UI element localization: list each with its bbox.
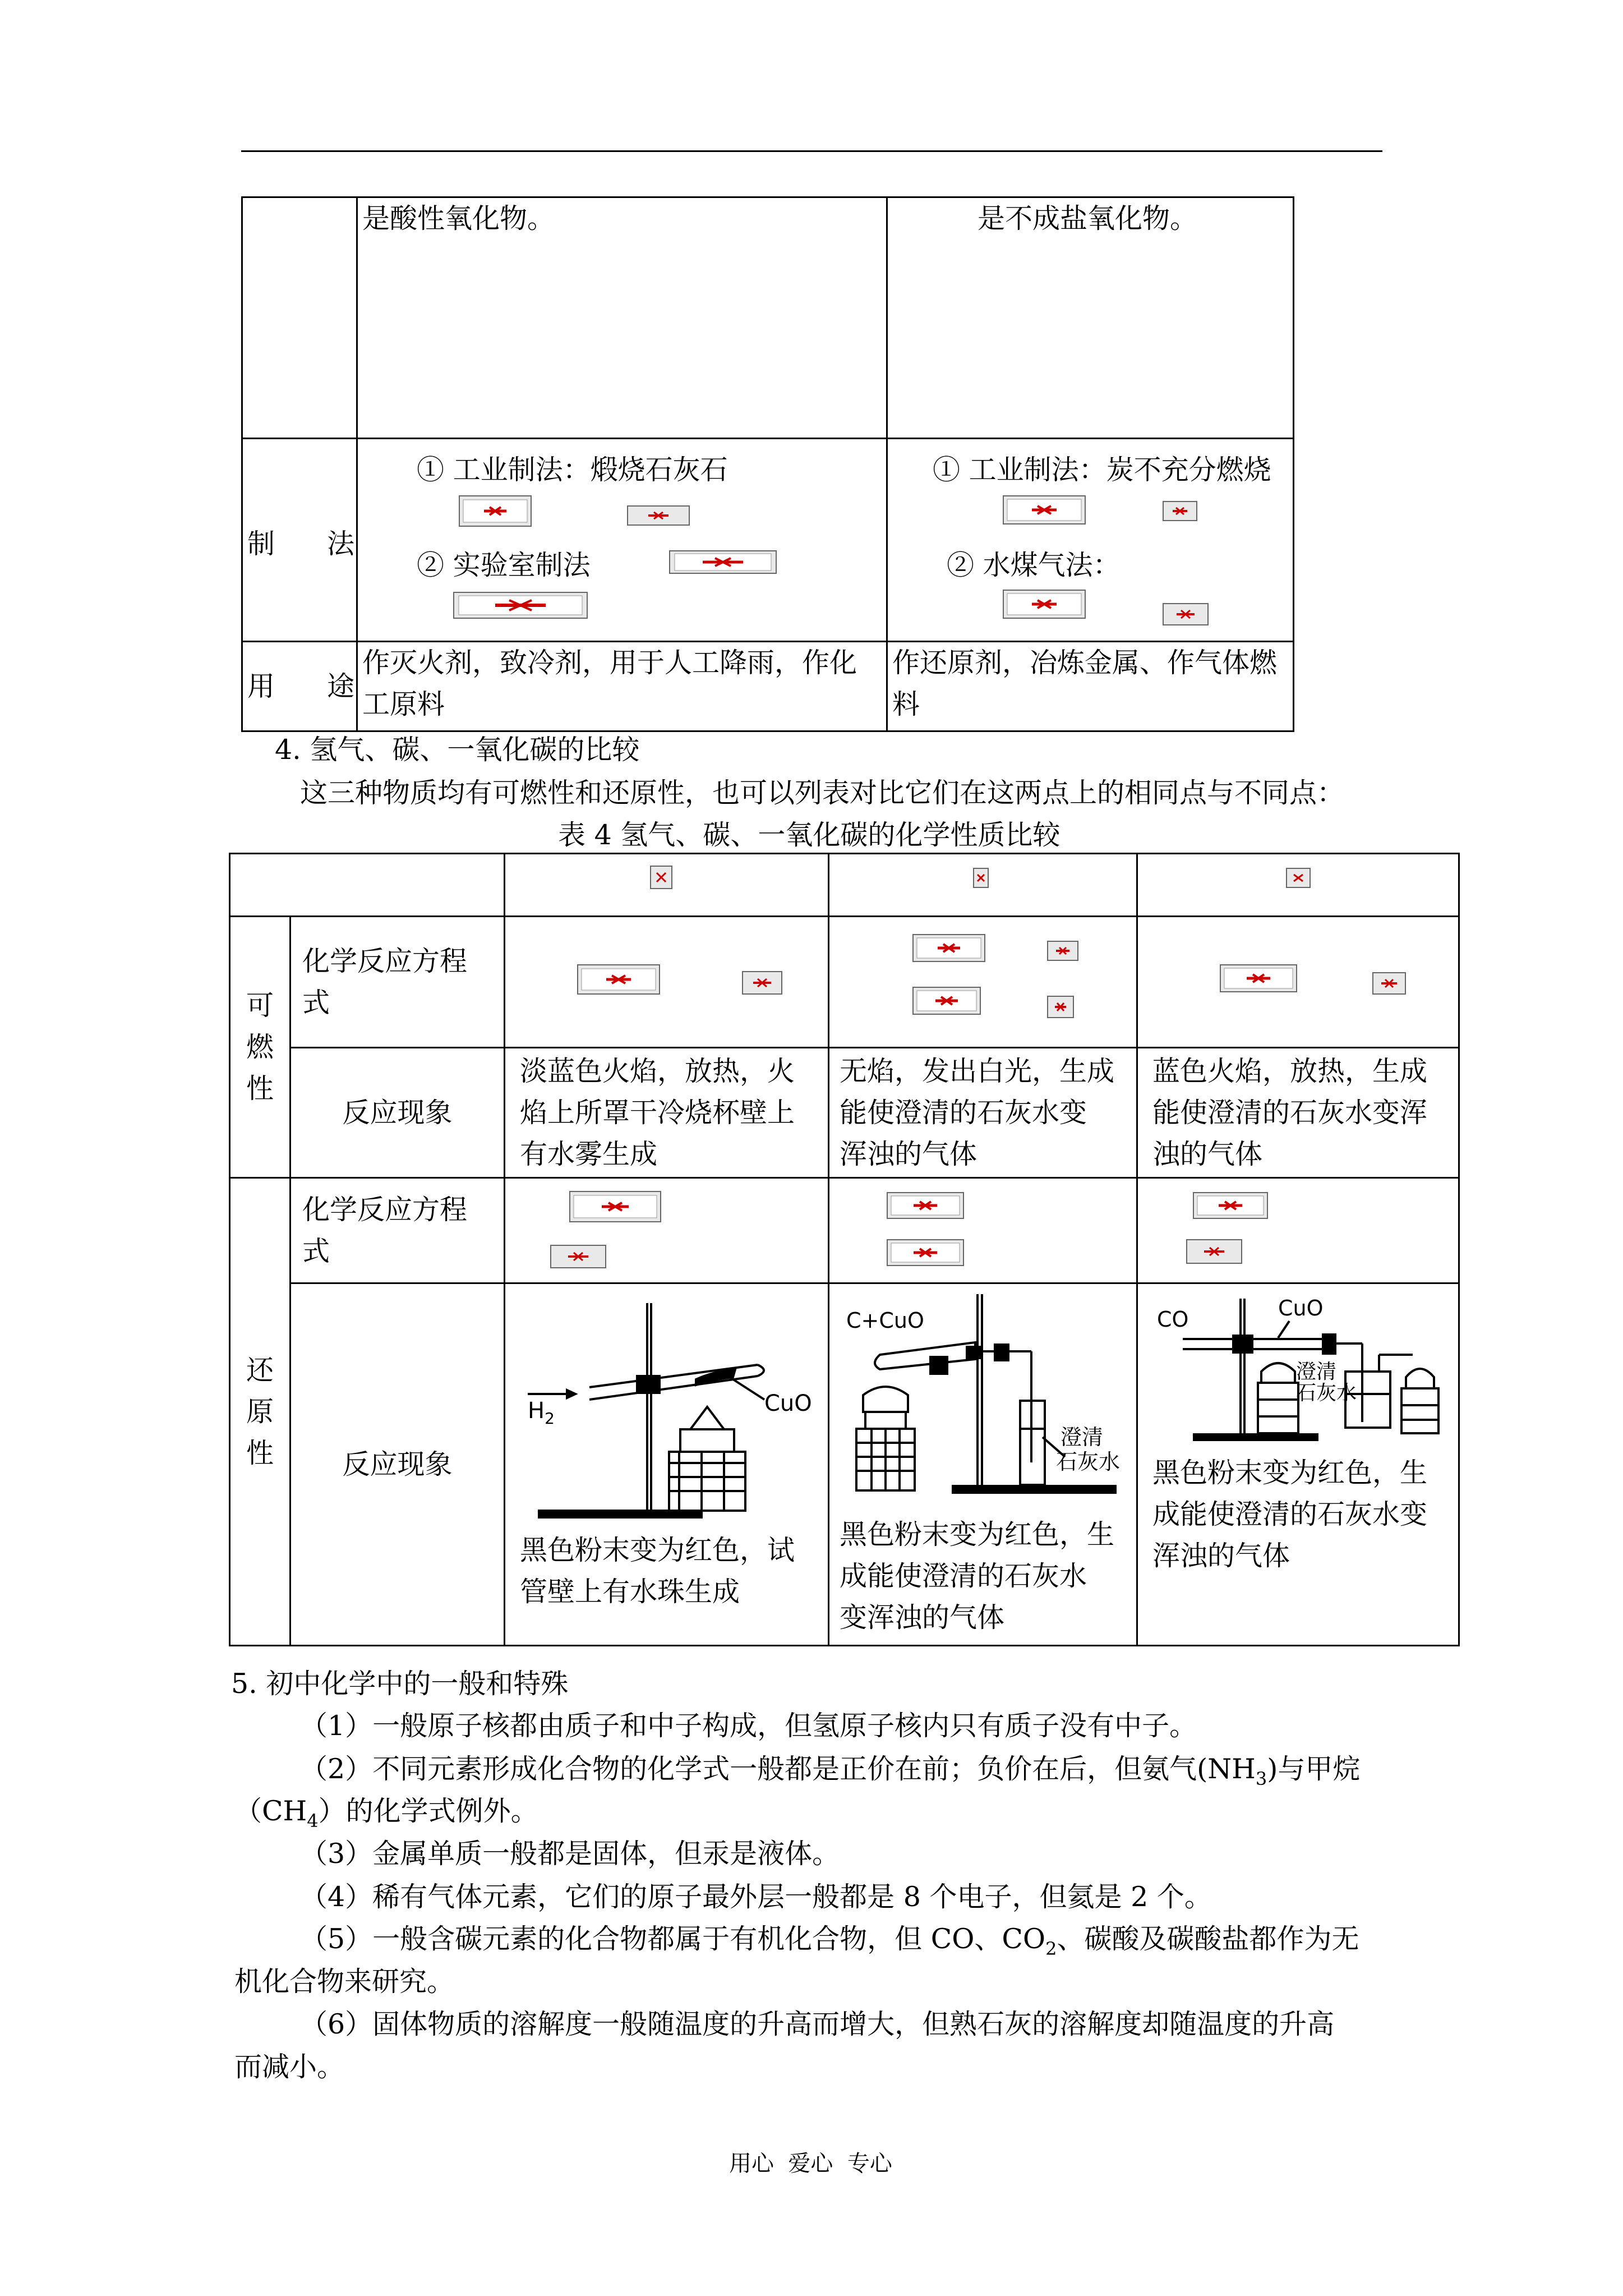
broken-image-icon bbox=[627, 505, 690, 526]
co-reduction-cell bbox=[1137, 1283, 1459, 1646]
usage-label: 用 途 bbox=[242, 642, 357, 731]
broken-image-icon bbox=[912, 987, 981, 1015]
broken-image-icon bbox=[973, 868, 989, 888]
broken-image-icon bbox=[459, 495, 532, 527]
h2-combustion-phenomenon: 淡蓝色火焰，放热，火 焰上所罩干冷烧杯壁上 有水雾生成 bbox=[505, 1048, 829, 1178]
h2-label: $H_2$ bbox=[528, 1398, 555, 1428]
h2-header-cell bbox=[505, 854, 829, 917]
h2-reduction-cell bbox=[505, 1283, 829, 1646]
broken-image-icon bbox=[1003, 495, 1086, 524]
c-reduction-phenomenon: 黑色粉末变为红色，生 成能使澄清的石灰水 变浑浊的气体 bbox=[840, 1519, 1115, 1634]
c-combustion-equation-cell bbox=[829, 917, 1137, 1048]
broken-image-icon bbox=[577, 964, 660, 995]
combustibility-label: 可 燃 性 bbox=[230, 917, 291, 1178]
broken-image-icon bbox=[1047, 941, 1078, 961]
section4-heading: 4. 氢气、碳、一氧化碳的比较 bbox=[275, 734, 640, 766]
oxide-comparison-table bbox=[241, 196, 1294, 732]
h2-combustion-equation-cell bbox=[505, 917, 829, 1048]
h2-reduction-phenomenon: 黑色粉末变为红色，试 管壁上有水珠生成 bbox=[520, 1534, 795, 1608]
co2-usage-cell: 作灭火剂，致冷剂，用于人工降雨，作化 工原料 bbox=[357, 642, 887, 731]
preparation-label: 制 法 bbox=[242, 439, 357, 642]
co-type-cell: 是不成盐氧化物。 bbox=[887, 197, 1294, 439]
co-lime-water-label-2: 石灰水 bbox=[1296, 1382, 1357, 1405]
co-gas-label: CO bbox=[1157, 1307, 1189, 1332]
table4-caption: 表 4 氢气、碳、一氧化碳的化学性质比较 bbox=[558, 819, 1061, 851]
co-lime-water-label-1: 澄清 bbox=[1296, 1360, 1337, 1383]
section5-paragraph-6a: （6）固体物质的溶解度一般随温度的升高而增大，但熟石灰的溶解度却随温度的升高 bbox=[300, 2008, 1335, 2040]
broken-image-icon bbox=[569, 1191, 661, 1222]
broken-image-icon bbox=[742, 971, 782, 995]
c-reduction-equation-cell bbox=[829, 1178, 1137, 1283]
cuo-label: CuO bbox=[764, 1391, 812, 1416]
broken-image-icon bbox=[1193, 1192, 1268, 1219]
co-combustion-equation-cell bbox=[1137, 917, 1459, 1048]
broken-image-icon bbox=[453, 592, 588, 619]
h2-c-co-comparison-table bbox=[229, 853, 1460, 1646]
broken-image-icon bbox=[1003, 590, 1086, 619]
section5-paragraph-3: （3）金属单质一般都是固体，但汞是液体。 bbox=[300, 1838, 840, 1870]
c-header-cell bbox=[829, 854, 1137, 917]
broken-image-icon bbox=[1372, 972, 1406, 995]
c-cuo-label: C+CuO bbox=[846, 1308, 924, 1333]
co-header-cell bbox=[1137, 854, 1459, 917]
co-cuo-label: CuO bbox=[1278, 1296, 1324, 1320]
section5-heading: 5. 初中化学中的一般和特殊 bbox=[231, 1668, 569, 1700]
c-reduction-cell bbox=[829, 1283, 1137, 1646]
combustion-equation-label: 化学反应方程 式 bbox=[291, 917, 505, 1048]
broken-image-icon bbox=[550, 1245, 606, 1268]
section5-paragraph-6b: 而减小。 bbox=[234, 2051, 345, 2083]
c-combustion-phenomenon: 无焰，发出白光，生成 能使澄清的石灰水变 浑浊的气体 bbox=[829, 1048, 1137, 1178]
reducibility-label: 还 原 性 bbox=[230, 1178, 291, 1646]
reduction-equation-label: 化学反应方程 式 bbox=[291, 1178, 505, 1283]
co-reduction-apparatus-diagram bbox=[1149, 1287, 1452, 1450]
page-footer: 用心 爱心 专心 bbox=[729, 2151, 892, 2177]
h2-reduction-apparatus-diagram bbox=[522, 1292, 814, 1527]
broken-image-icon bbox=[1286, 868, 1311, 888]
header-rule bbox=[241, 150, 1382, 152]
co-reduction-phenomenon: 黑色粉末变为红色，生 成能使澄清的石灰水变 浑浊的气体 bbox=[1152, 1457, 1428, 1572]
co2-type-cell: 是酸性氧化物。 bbox=[357, 197, 887, 439]
broken-image-icon bbox=[1220, 964, 1297, 992]
section5-paragraph-5a: （5）一般含碳元素的化合物都属于有机化合物，但 CO、$CO_2$、碳酸及碳酸盐都作为无 bbox=[300, 1923, 1359, 1959]
c-reduction-apparatus-diagram bbox=[841, 1289, 1132, 1513]
h2-reduction-equation-cell bbox=[505, 1178, 829, 1283]
broken-image-icon bbox=[650, 866, 672, 889]
lime-water-label-1: 澄清 bbox=[1061, 1425, 1104, 1450]
section5-paragraph-2a: （2）不同元素形成化合物的化学式一般都是正价在前；负价在后，但氨气$(NH_3)$与甲烷 bbox=[300, 1753, 1361, 1789]
reduction-phenomenon-label: 反应现象 bbox=[291, 1283, 505, 1646]
co-reduction-equation-cell bbox=[1137, 1178, 1459, 1283]
broken-image-icon bbox=[912, 934, 985, 962]
section5-paragraph-5b: 机化合物来研究。 bbox=[234, 1966, 455, 1998]
section5-paragraph-4: （4）稀有气体元素，它们的原子最外层一般都是 8 个电子，但氦是 2 个。 bbox=[300, 1881, 1212, 1913]
broken-image-icon bbox=[887, 1239, 964, 1266]
broken-image-icon bbox=[1047, 996, 1074, 1018]
broken-image-icon bbox=[887, 1192, 964, 1219]
co-preparation-cell: ① 工业制法：炭不充分燃烧 ② 水煤气法： bbox=[887, 439, 1294, 642]
co2-preparation-cell: ① 工业制法：煅烧石灰石 ② 实验室制法 bbox=[357, 439, 887, 642]
broken-image-icon bbox=[1163, 603, 1209, 625]
combustion-phenomenon-label: 反应现象 bbox=[291, 1048, 505, 1178]
broken-image-icon bbox=[1186, 1239, 1242, 1264]
co-usage-cell: 作还原剂，冶炼金属、作气体燃 料 bbox=[887, 642, 1294, 731]
lime-water-label-2: 石灰水 bbox=[1056, 1450, 1121, 1474]
broken-image-icon bbox=[1163, 501, 1197, 521]
co-combustion-phenomenon: 蓝色火焰，放热，生成 能使澄清的石灰水变浑 浊的气体 bbox=[1137, 1048, 1459, 1178]
section4-intro: 这三种物质均有可燃性和还原性，也可以列表对比它们在这两点上的相同点与不同点： bbox=[300, 777, 1345, 809]
section5-paragraph-2b: $(CH_4)$的化学式例外。 bbox=[234, 1795, 538, 1832]
section5-paragraph-1: （1）一般原子核都由质子和中子构成，但氢原子核内只有质子没有中子。 bbox=[300, 1710, 1197, 1742]
broken-image-icon bbox=[669, 550, 777, 574]
